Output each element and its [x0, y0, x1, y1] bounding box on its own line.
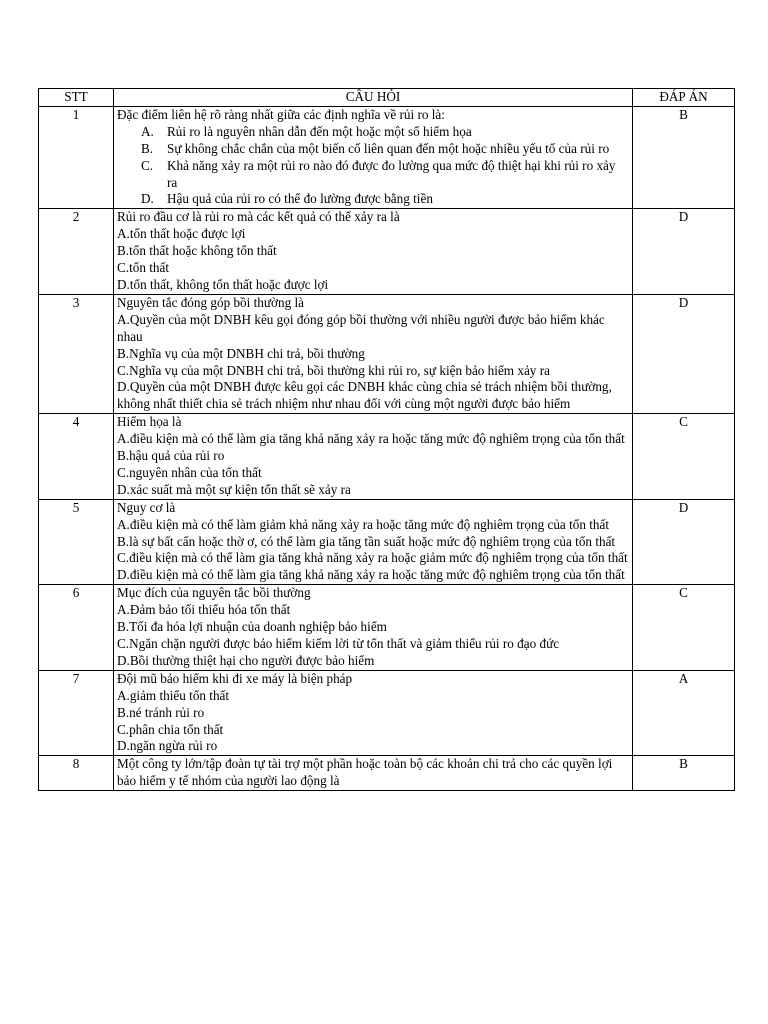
- question-text: Đặc điểm liên hệ rõ ràng nhất giữa các định nghĩa về rủi ro là:: [117, 106, 445, 122]
- question-text: Nguyên tắc đóng góp bồi thường là: [117, 294, 304, 310]
- option-marker: B.: [141, 140, 154, 156]
- option-marker: A.: [141, 123, 154, 139]
- option-text: D.ngăn ngừa rủi ro: [117, 738, 218, 754]
- option-text: A.giảm thiểu tổn thất: [117, 687, 230, 703]
- table-row: [39, 756, 735, 791]
- answer-cell: B: [633, 756, 735, 791]
- option-text: D.Quyền của một DNBH được kêu gọi các DNBH khác cùng chia sẻ trách nhiệm bồi thường, không nhất thiết chia sẻ trách nhiệm như nhau đối với cùng một người được bảo hiểm: [117, 379, 612, 412]
- row-number: 5: [39, 499, 114, 585]
- answer-cell: D: [633, 499, 735, 585]
- option-text: Hậu quả của rủi ro có thể đo lường được bằng tiền: [167, 191, 433, 207]
- row-number: 4: [39, 414, 114, 500]
- option-text: A.Đảm bảo tối thiểu hóa tổn thất: [117, 602, 291, 618]
- option-text: A.điều kiện mà có thể làm gia tăng khả năng xảy ra hoặc tăng mức độ nghiêm trọng của tổn thất: [117, 431, 625, 447]
- question-table: [38, 88, 735, 791]
- option-item: [141, 140, 629, 158]
- question-cell: [114, 585, 633, 671]
- option-text: A.điều kiện mà có thể làm giảm khả năng xảy ra hoặc tăng mức độ nghiêm trọng của tổn thất: [117, 516, 610, 532]
- question-cell: [114, 499, 633, 585]
- option-text: Rủi ro là nguyên nhân dẫn đến một hoặc một số hiểm họa: [167, 123, 472, 139]
- option-marker: D.: [141, 191, 154, 207]
- option-text: C.nguyên nhân của tổn thất: [117, 464, 262, 480]
- option-text: A.Quyền của một DNBH kêu gọi đóng góp bồi thường với nhiều người được bảo hiểm khác nhau: [117, 311, 605, 344]
- header-question: CÂU HỎI: [114, 89, 633, 107]
- question-cell: [114, 294, 633, 413]
- question-text: Đội mũ bảo hiểm khi đi xe máy là biện pháp: [117, 670, 353, 686]
- option-text: D.xác suất mà một sự kiện tổn thất sẽ xảy ra: [117, 481, 351, 497]
- question-text: Rủi ro đầu cơ là rủi ro mà các kết quả có thể xảy ra là: [117, 209, 400, 225]
- header-row: [39, 89, 735, 107]
- option-text: C.phân chia tổn thất: [117, 721, 224, 737]
- question-cell: [114, 670, 633, 756]
- question-text: Một công ty lớn/tập đoàn tự tài trợ một phần hoặc toàn bộ các khoản chi trả cho các quyền lợi bảo hiểm y tế nhóm của người lao động là: [117, 756, 613, 789]
- answer-cell: D: [633, 294, 735, 413]
- option-item: [141, 191, 629, 208]
- question-text: Nguy cơ là: [117, 499, 176, 515]
- table-row: [39, 209, 735, 295]
- option-text: B.Nghĩa vụ của một DNBH chi trả, bồi thường: [117, 345, 365, 361]
- answer-cell: A: [633, 670, 735, 756]
- option-item: [141, 123, 629, 141]
- question-text: Hiểm họa là: [117, 414, 182, 430]
- table-row: [39, 414, 735, 500]
- answer-cell: D: [633, 209, 735, 295]
- option-text: C.Nghĩa vụ của một DNBH chi trả, bồi thường khi rủi ro, sự kiện bảo hiểm xảy ra: [117, 362, 550, 378]
- answer-cell: C: [633, 414, 735, 500]
- question-text: Mục đích của nguyên tắc bồi thường: [117, 585, 311, 601]
- option-list: [117, 124, 629, 209]
- question-cell: [114, 756, 633, 791]
- question-cell: [114, 414, 633, 500]
- option-text: Khả năng xảy ra một rủi ro nào đó được đo lường qua mức độ thiệt hại khi rủi ro xảy ra: [167, 157, 616, 190]
- answer-cell: B: [633, 106, 735, 208]
- row-number: 1: [39, 106, 114, 208]
- question-cell: [114, 209, 633, 295]
- header-answer: ĐÁP ÁN: [633, 89, 735, 107]
- option-text: B.Tối đa hóa lợi nhuận của doanh nghiệp bảo hiểm: [117, 619, 387, 635]
- header-stt: STT: [39, 89, 114, 107]
- option-text: D.Bồi thường thiệt hại cho người được bảo hiểm: [117, 652, 375, 668]
- option-text: A.tổn thất hoặc được lợi: [117, 226, 246, 242]
- table-row: [39, 670, 735, 756]
- option-text: B.né tránh rủi ro: [117, 704, 205, 720]
- table-row: [39, 106, 735, 208]
- row-number: 6: [39, 585, 114, 671]
- question-cell: [114, 106, 633, 208]
- option-text: B.hậu quả của rủi ro: [117, 448, 225, 464]
- option-text: B.là sự bất cẩn hoặc thờ ơ, có thể làm gia tăng tần suất hoặc mức độ nghiêm trọng của tổn thất: [117, 533, 616, 549]
- row-number: 7: [39, 670, 114, 756]
- option-text: C.Ngăn chặn người được bảo hiểm kiếm lời từ tổn thất và giảm thiểu rủi ro đạo đức: [117, 636, 560, 651]
- table-row: [39, 499, 735, 585]
- row-number: 2: [39, 209, 114, 295]
- option-item: [141, 157, 629, 192]
- table-row: [39, 294, 735, 413]
- option-text: D.điều kiện mà có thể làm gia tăng khả năng xảy ra hoặc tăng mức độ nghiêm trọng của tổn thất: [117, 567, 625, 583]
- row-number: 8: [39, 756, 114, 791]
- option-text: Sự không chắc chắn của một biến cố liên quan đến một hoặc nhiều yếu tố của rủi ro: [167, 140, 610, 156]
- row-number: 3: [39, 294, 114, 413]
- answer-cell: C: [633, 585, 735, 671]
- option-text: C.tổn thất: [117, 260, 170, 276]
- option-marker: C.: [141, 157, 154, 173]
- table-row: [39, 585, 735, 671]
- option-text: C.điều kiện mà có thể làm gia tăng khả năng xảy ra hoặc giảm mức độ nghiêm trọng của tổn thất: [117, 550, 628, 566]
- option-text: B.tổn thất hoặc không tổn thất: [117, 243, 277, 259]
- option-text: D.tổn thất, không tổn thất hoặc được lợi: [117, 276, 329, 292]
